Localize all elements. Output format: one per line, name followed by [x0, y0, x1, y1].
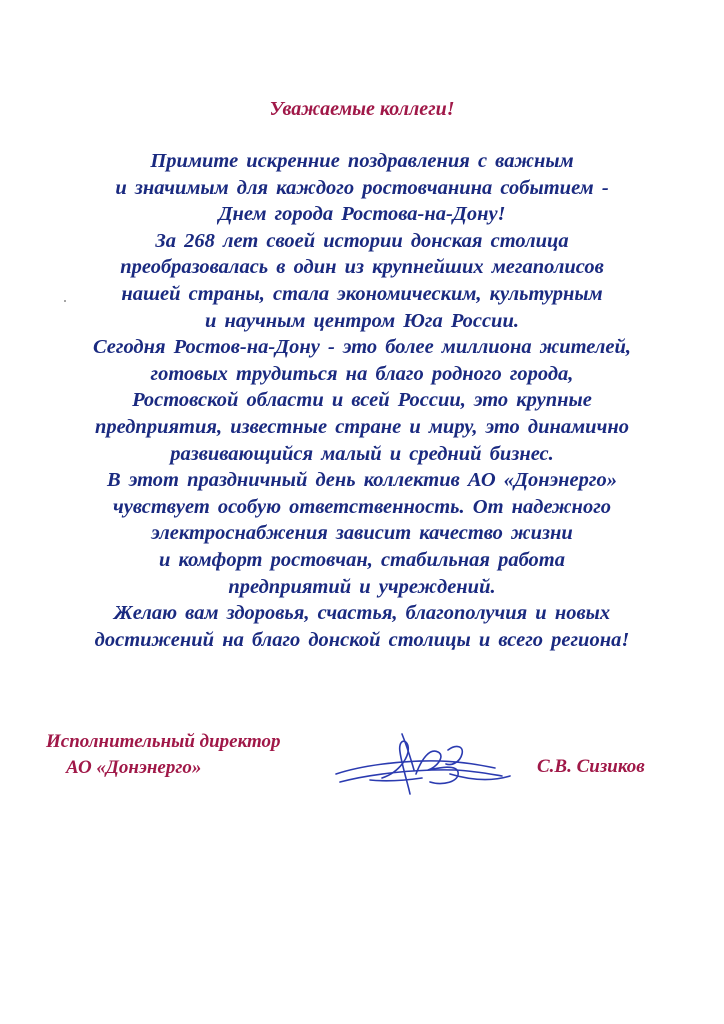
body-line: Сегодня Ростов-на-Дону - это более миллиона жителей,: [92, 336, 632, 359]
scan-speck: [64, 300, 66, 302]
body-line: Ростовской области и всей России, это крупные: [132, 389, 592, 412]
letter-body: [20, 148, 704, 653]
body-line: электроснабжения зависит качество жизни: [151, 522, 573, 545]
position-title-line: Исполнительный директор: [46, 731, 281, 752]
body-line: чувствует особую ответственность. От надежного: [112, 495, 612, 518]
body-line: готовых трудиться на благо родного города,: [150, 362, 574, 385]
signatory-position: [46, 729, 280, 781]
body-line: Примите искренние поздравления с важным: [150, 150, 574, 172]
greeting-heading: Уважаемые коллеги!: [269, 98, 455, 120]
handwritten-signature-icon: [330, 730, 520, 800]
body-line: предприятия, известные стране и миру, это динамично: [95, 415, 629, 438]
body-line: преобразовалась в один из крупнейших мегаполисов: [120, 256, 604, 279]
body-line: нашей страны, стала экономическим, культурным: [121, 282, 603, 305]
body-line: и комфорт ростовчан, стабильная работа: [159, 548, 565, 571]
company-name: АО «Донэнерго»: [66, 757, 202, 778]
body-line: Желаю вам здоровья, счастья, благополучия и новых: [113, 602, 611, 625]
body-line: достижений на благо донской столицы и всего региона!: [94, 628, 630, 651]
signatory-name: С.В. Сизиков: [537, 756, 645, 777]
body-line: В этот праздничный день коллектив АО «Донэнерго»: [107, 469, 617, 492]
body-line: Днем города Ростова-на-Дону!: [218, 203, 506, 226]
body-line: и значимым для каждого ростовчанина событием -: [115, 176, 609, 199]
body-line: и научным центром Юга России.: [205, 309, 519, 332]
body-line: За 268 лет своей истории донская столица: [155, 229, 569, 252]
body-line: предприятий и учреждений.: [228, 575, 496, 598]
body-line: развивающийся малый и средний бизнес.: [170, 442, 554, 465]
